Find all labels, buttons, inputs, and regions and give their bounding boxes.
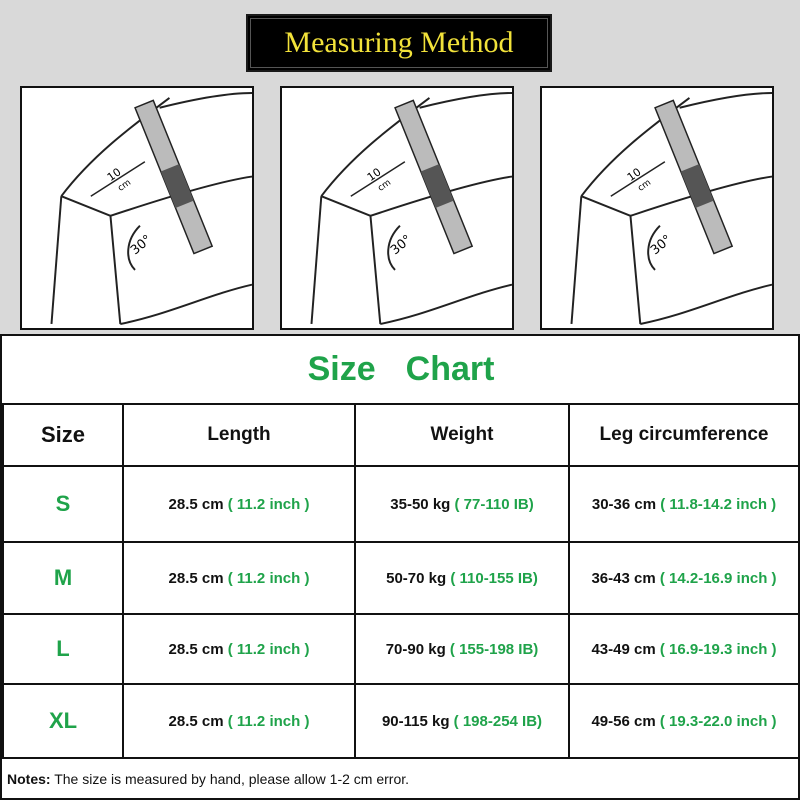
size-chart	[0, 334, 800, 800]
leg-cell: 43-49 cm ( 16.9-19.3 inch )	[569, 614, 799, 684]
knee-diagram-3	[540, 86, 774, 330]
leg-cell: 49-56 cm ( 19.3-22.0 inch )	[569, 684, 799, 758]
notes	[3, 758, 799, 798]
distance-label: 10	[364, 165, 384, 184]
table-row	[3, 684, 799, 758]
chart-title	[3, 336, 799, 404]
weight-cell: 50-70 kg ( 110-155 IB)	[355, 542, 569, 614]
header-weight: Weight	[355, 404, 569, 466]
table-row	[3, 466, 799, 542]
knee-diagram-2	[280, 86, 514, 330]
knee-measure-icon	[542, 88, 772, 328]
banner-title: Measuring Method	[284, 26, 514, 59]
knee-diagram-1	[20, 86, 254, 330]
distance-unit: cm	[376, 177, 394, 194]
header-size: Size	[3, 404, 123, 466]
size-cell: XL	[3, 684, 123, 758]
chart-title-word2: Chart	[405, 350, 495, 388]
distance-unit: cm	[116, 177, 134, 194]
length-cell: 28.5 cm ( 11.2 inch )	[123, 614, 355, 684]
weight-cell: 35-50 kg ( 77-110 IB)	[355, 466, 569, 542]
knee-measure-icon	[282, 88, 512, 328]
leg-cell: 30-36 cm ( 11.8-14.2 inch )	[569, 466, 799, 542]
table-row	[3, 542, 799, 614]
distance-label: 10	[624, 165, 644, 184]
notes-label: Notes:	[7, 770, 51, 787]
length-cell: 28.5 cm ( 11.2 inch )	[123, 684, 355, 758]
header-length: Length	[123, 404, 355, 466]
leg-cell: 36-43 cm ( 14.2-16.9 inch )	[569, 542, 799, 614]
size-cell: L	[3, 614, 123, 684]
angle-label: 30°	[127, 232, 155, 259]
size-cell: M	[3, 542, 123, 614]
length-cell: 28.5 cm ( 11.2 inch )	[123, 542, 355, 614]
length-cell: 28.5 cm ( 11.2 inch )	[123, 466, 355, 542]
knee-measure-icon	[22, 88, 252, 328]
weight-cell: 70-90 kg ( 155-198 IB)	[355, 614, 569, 684]
size-cell: S	[3, 466, 123, 542]
header-leg: Leg circumference	[569, 404, 799, 466]
measuring-method-banner	[246, 14, 552, 72]
distance-label: 10	[104, 165, 124, 184]
size-table	[2, 336, 800, 798]
chart-title-word1: Size	[307, 350, 376, 388]
distance-unit: cm	[636, 177, 654, 194]
angle-label: 30°	[387, 232, 415, 259]
table-row	[3, 614, 799, 684]
notes-text: The size is measured by hand, please allow 1-2 cm error.	[50, 770, 410, 787]
weight-cell: 90-115 kg ( 198-254 IB)	[355, 684, 569, 758]
header-row	[3, 404, 799, 466]
angle-label: 30°	[647, 232, 675, 259]
